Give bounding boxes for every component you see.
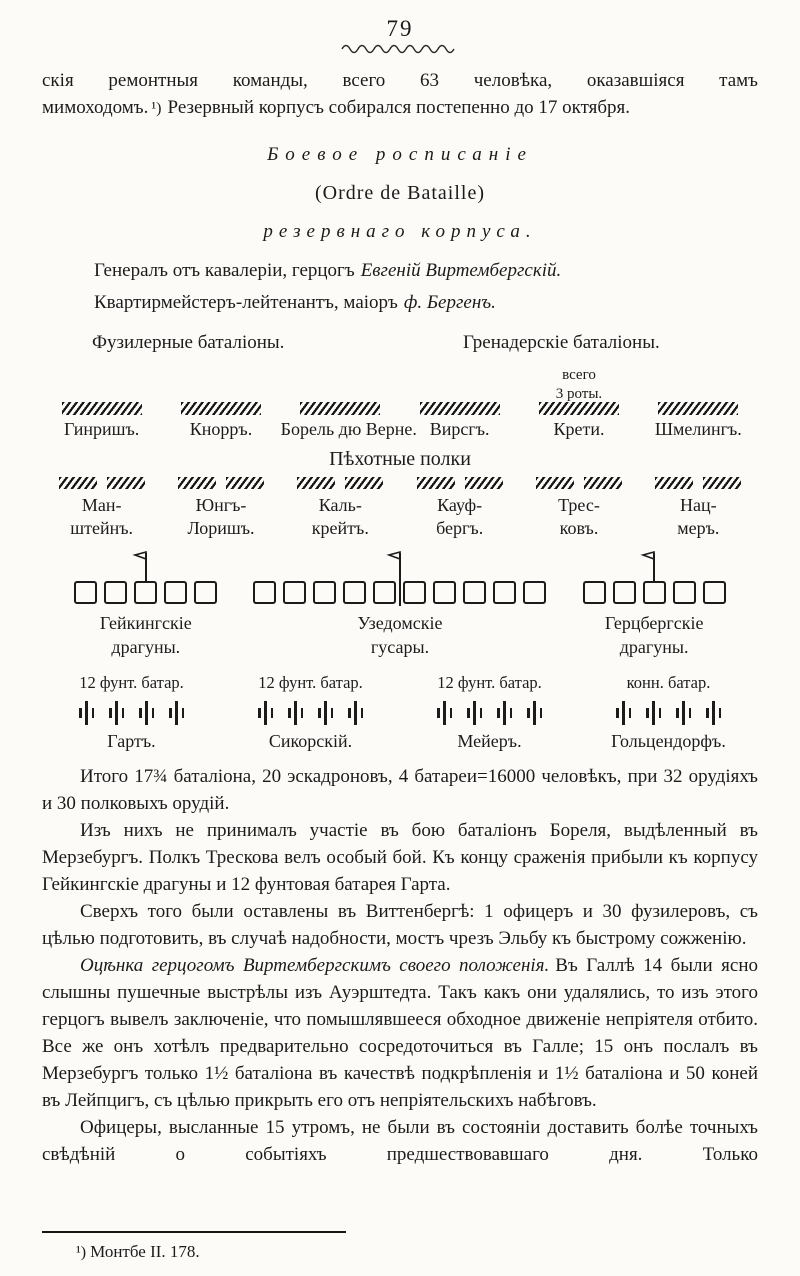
regiment-name-line1: Кауф- <box>437 494 483 515</box>
battalion-symbol <box>62 402 142 415</box>
battalion-column <box>42 364 161 440</box>
regiment-symbol-pair <box>281 477 400 489</box>
regiment-column <box>639 477 758 541</box>
gun-icon <box>348 701 363 725</box>
detail-paragraph: Изъ нихъ не принималъ участіе въ бою баталіонъ Бореля, выдѣленный въ Мерзебургъ. Полкъ Трескова велъ особый бой. Къ концу сраженія прибыли къ корпусу Гейкингскіе драгуны и 12 фунтовая батарея Гарта. <box>42 820 758 896</box>
battery-name: Сикорскій. <box>268 731 353 752</box>
battalion-symbol <box>658 402 738 415</box>
cavalry-group <box>42 581 250 660</box>
battalion-note <box>519 364 638 402</box>
cavalry-row <box>42 581 758 660</box>
cavalry-square <box>283 581 306 604</box>
quartermaster-line <box>94 289 758 318</box>
battalion-symbol <box>300 402 380 415</box>
battery-column <box>400 673 579 752</box>
intro-paragraph <box>42 68 758 122</box>
battery-column <box>42 673 221 752</box>
footnote <box>76 1242 758 1262</box>
quartermaster-name: ф. Бергенъ. <box>403 292 496 314</box>
regiment-symbol <box>59 477 97 489</box>
page-number: 79 <box>386 16 414 41</box>
squiggle-divider <box>339 42 461 54</box>
cavalry-squares <box>74 581 217 604</box>
regiment-symbol-pair <box>42 477 161 489</box>
gun-icon <box>79 701 94 725</box>
battalion-name: Борель дю Верне. <box>280 418 417 439</box>
cavalry-square <box>673 581 696 604</box>
footnote-reference: ¹) <box>151 99 162 117</box>
regiment-name-line1: Ман- <box>81 494 122 515</box>
cavalry-square <box>134 581 157 604</box>
assessment-paragraph <box>42 953 758 1115</box>
regiment-symbol <box>107 477 145 489</box>
regiment-column <box>42 477 161 541</box>
gun-icon <box>258 701 273 725</box>
regiment-symbol-pair <box>519 477 638 489</box>
battalion-headers <box>42 332 758 358</box>
battalion-column <box>639 364 758 440</box>
footnote-rule <box>42 1231 346 1234</box>
battalion-column <box>400 364 519 440</box>
regiment-row <box>42 477 758 541</box>
regiment-column <box>519 477 638 541</box>
battalion-row <box>42 364 758 440</box>
footnote-text: Монтбе II. 178. <box>90 1242 200 1261</box>
intro-text-after: Резервный корпусъ собирался постепенно до 17 октября. <box>167 96 631 118</box>
cavalry-group <box>550 581 758 660</box>
infantry-heading: Пѣхотные полки <box>329 447 471 470</box>
cavalry-square <box>613 581 636 604</box>
cavalry-square <box>164 581 187 604</box>
assessment-lead: Оцѣнка герцогомъ Виртембергскимъ своего положенія. <box>80 955 550 977</box>
assessment-body: Въ Галлѣ 14 были ясно слышны пушечные выстрѣлы изъ Ауэрштедта. Такъ какъ они удалялись, то изъ этого герцогъ вывелъ заключеніе, что помышлявшееся обходное движеніе непріятеля отбито. Все же онъ хотѣлъ предварительно сосредоточиться въ Галле; 15 онъ послалъ въ Мерзебургъ только 1½ баталіона въ качествѣ подкрѣпленія и 1½ баталіона и 50 коней въ Лейпцигъ, съ цѣлью прикрыть его отъ непріятельскихъ набѣговъ. <box>42 955 758 1111</box>
regiment-name-line1: Юнгъ- <box>195 494 247 515</box>
cavalry-square <box>583 581 606 604</box>
battery-column <box>221 673 400 752</box>
regiment-name-line2: штейнъ. <box>70 518 134 539</box>
quartermaster-label: Квартирмейстеръ-лейтенантъ, маіоръ <box>94 292 398 314</box>
regiment-symbol-pair <box>639 477 758 489</box>
gun-icon <box>109 701 124 725</box>
battery-name: Мейеръ. <box>457 731 522 752</box>
battalion-symbol <box>539 402 619 415</box>
cavalry-square <box>433 581 456 604</box>
regiment-symbol <box>297 477 335 489</box>
intro-text-before: скія ремонтныя команды, всего 63 человѣка, оказавшіяся тамъ мимоходомъ. <box>42 70 758 118</box>
grenadier-header: Гренадерскіе баталіоны. <box>463 331 660 353</box>
cavalry-name-line1: Гейкингскіе <box>99 612 192 633</box>
regiment-symbol <box>226 477 264 489</box>
regiment-symbol-pair <box>161 477 280 489</box>
gun-icon <box>497 701 512 725</box>
footnote-marker: ¹) <box>76 1244 87 1261</box>
cavalry-square <box>253 581 276 604</box>
regiment-column <box>161 477 280 541</box>
battalion-symbol <box>420 402 500 415</box>
battalion-note-line1: всего <box>562 366 596 383</box>
battalion-note-line2: 3 роты. <box>555 385 603 402</box>
totals-paragraph: Итого 17¾ баталіона, 20 эскадроновъ, 4 батареи=16000 человѣкъ, при 32 орудіяхъ и 30 полковыхъ орудій. <box>42 766 758 815</box>
cavalry-square <box>194 581 217 604</box>
fusilier-header: Фузилерные баталіоны. <box>92 331 285 353</box>
cavalry-square <box>643 581 666 604</box>
regiment-name-line1: Трес- <box>558 494 600 515</box>
battery-type: 12 фунт. батар. <box>258 673 363 693</box>
battery-guns <box>579 698 758 728</box>
regiment-symbol <box>465 477 503 489</box>
cavalry-square <box>523 581 546 604</box>
battalion-name: Крети. <box>553 418 605 439</box>
gun-icon <box>288 701 303 725</box>
battery-type: конн. батар. <box>626 673 711 693</box>
cavalry-square <box>463 581 486 604</box>
cavalry-squares <box>583 581 726 604</box>
gun-icon <box>616 701 631 725</box>
gun-icon <box>169 701 184 725</box>
regiment-symbol <box>345 477 383 489</box>
cavalry-square <box>343 581 366 604</box>
cavalry-square <box>493 581 516 604</box>
regiment-column <box>281 477 400 541</box>
battalion-column <box>161 364 280 440</box>
officers-paragraph: Офицеры, высланные 15 утромъ, не были въ состояніи доставить болѣе точныхъ свѣдѣній о событіяхъ предшествовавшаго дня. Только <box>42 1116 758 1165</box>
regiment-name-line2: крейтъ. <box>311 518 369 539</box>
wittenberg-paragraph: Сверхъ того были оставлены въ Виттенбергѣ: 1 офицеръ и 30 фузилеровъ, съ цѣлью подготовить, въ случаѣ надобности, мостъ чрезъ Эльбу къ быстрому сожженію. <box>42 901 758 950</box>
battalion-column <box>519 364 638 440</box>
gun-icon <box>706 701 721 725</box>
gun-icon <box>467 701 482 725</box>
regiment-symbol <box>178 477 216 489</box>
cavalry-name-line2: драгуны. <box>619 637 689 658</box>
cavalry-name-line2: гусары. <box>370 637 430 658</box>
flag-icon <box>640 548 668 582</box>
regiment-column <box>400 477 519 541</box>
battalion-column <box>280 364 417 440</box>
battery-guns <box>42 698 221 728</box>
regiment-symbol <box>703 477 741 489</box>
commander-label: Генералъ отъ кавалеріи, герцогъ <box>94 259 355 281</box>
regiment-symbol <box>584 477 622 489</box>
cavalry-name-line1: Герцбергскіе <box>604 612 704 633</box>
flag-icon <box>132 548 160 582</box>
regiment-symbol <box>417 477 455 489</box>
battalion-symbol <box>181 402 261 415</box>
heading-subtitle: резервнаго корпуса. <box>263 220 537 242</box>
battery-name: Гольцендорфъ. <box>611 731 726 752</box>
battery-name: Гартъ. <box>107 731 156 752</box>
regiment-symbol-pair <box>400 477 519 489</box>
battery-type: 12 фунт. батар. <box>437 673 542 693</box>
regiment-name-line1: Нац- <box>679 494 717 515</box>
flag-icon <box>386 548 414 608</box>
gun-icon <box>139 701 154 725</box>
cavalry-name-line1: Узедомскіе <box>357 612 443 633</box>
regiment-name-line2: Лоришъ. <box>187 518 255 539</box>
battery-guns <box>221 698 400 728</box>
battalion-name: Кнорръ. <box>189 418 253 439</box>
regiment-name-line2: ковъ. <box>559 518 599 539</box>
heading-title-fr: (Ordre de Bataille) <box>314 181 486 204</box>
battalion-name: Вирсгъ. <box>429 418 490 439</box>
commander-line <box>94 257 758 286</box>
battery-column <box>579 673 758 752</box>
battery-guns <box>400 698 579 728</box>
cavalry-name-line2: драгуны. <box>111 637 181 658</box>
regiment-symbol <box>655 477 693 489</box>
battery-type: 12 фунт. батар. <box>79 673 184 693</box>
cavalry-square <box>313 581 336 604</box>
regiment-name-line2: бергъ. <box>436 518 484 539</box>
cavalry-group <box>250 581 551 660</box>
gun-icon <box>646 701 661 725</box>
footnote-block <box>42 1223 758 1263</box>
battery-row <box>42 673 758 752</box>
gun-icon <box>437 701 452 725</box>
body-paragraphs <box>42 764 758 1169</box>
regiment-name-line2: меръ. <box>677 518 720 539</box>
regiment-name-line1: Каль- <box>318 494 362 515</box>
gun-icon <box>318 701 333 725</box>
cavalry-square <box>703 581 726 604</box>
gun-icon <box>527 701 542 725</box>
gun-icon <box>676 701 691 725</box>
battalion-name: Шмелингъ. <box>654 418 742 439</box>
cavalry-square <box>104 581 127 604</box>
commander-name: Евгеній Виртембергскій. <box>360 259 562 281</box>
battalion-name: Гинришъ. <box>64 418 140 439</box>
heading-title-ru: Боевое росписаніе <box>267 143 533 165</box>
regiment-symbol <box>536 477 574 489</box>
cavalry-square <box>74 581 97 604</box>
